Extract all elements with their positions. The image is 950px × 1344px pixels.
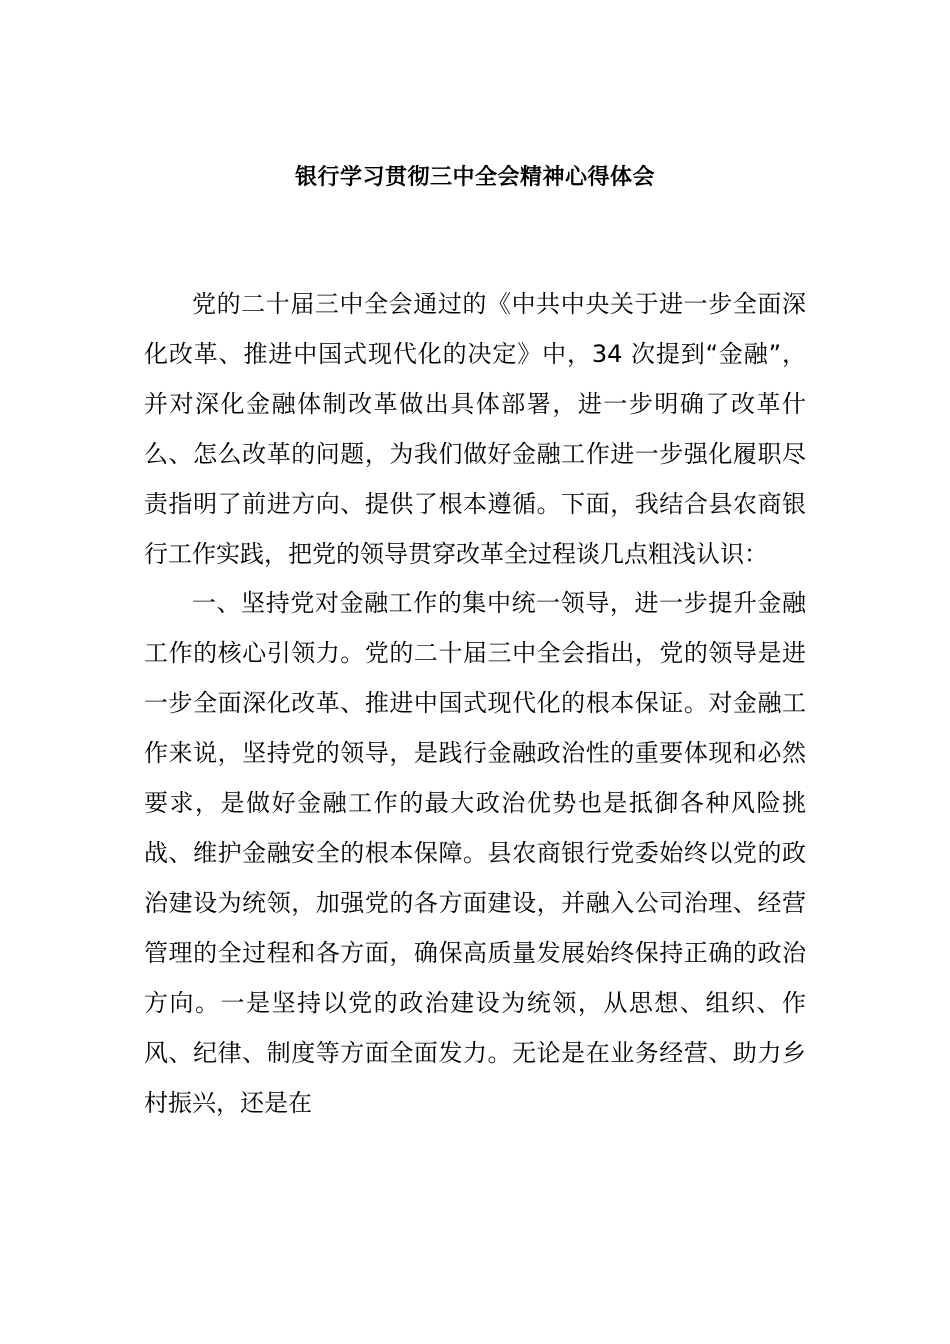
paragraph-section-one: 一、坚持党对金融工作的集中统一领导，进一步提升金融工作的核心引领力。党的二十届三中全会指出，党的领导是进一步全面深化改革、推进中国式现代化的根本保证。对金融工作来说，坚持党的领导，是践行金融政治性的重要体现和必然要求，是做好金融工作的最大政治优势也是抵御各种风险挑战、维护金融安全的根本保障。县农商银行党委始终以党的政治建设为统领，加强党的各方面建设，并融入公司治理、经营管理的全过程和各方面，确保高质量发展始终保持正确的政治方向。一是坚持以党的政治建设为统领，从思想、组织、作风、纪律、制度等方面全面发力。无论是在业务经营、助力乡村振兴，还是在 [144, 589, 806, 1117]
document-title: 银行学习贯彻三中全会精神心得体会 [294, 165, 655, 190]
paragraph-intro: 党的二十届三中全会通过的《中共中央关于进一步全面深化改革、推进中国式现代化的决定》中，34 次提到“金融”，并对深化金融体制改革做出具体部署，进一步明确了改革什么、怎么改革的问题，为我们做好金融工作进一步强化履职尽责指明了前进方向、提供了根本遵循。下面，我结合县农商银行工作实践，把党的领导贯穿改革全过程谈几点粗浅认识： [144, 290, 806, 568]
document-body [144, 280, 806, 1128]
